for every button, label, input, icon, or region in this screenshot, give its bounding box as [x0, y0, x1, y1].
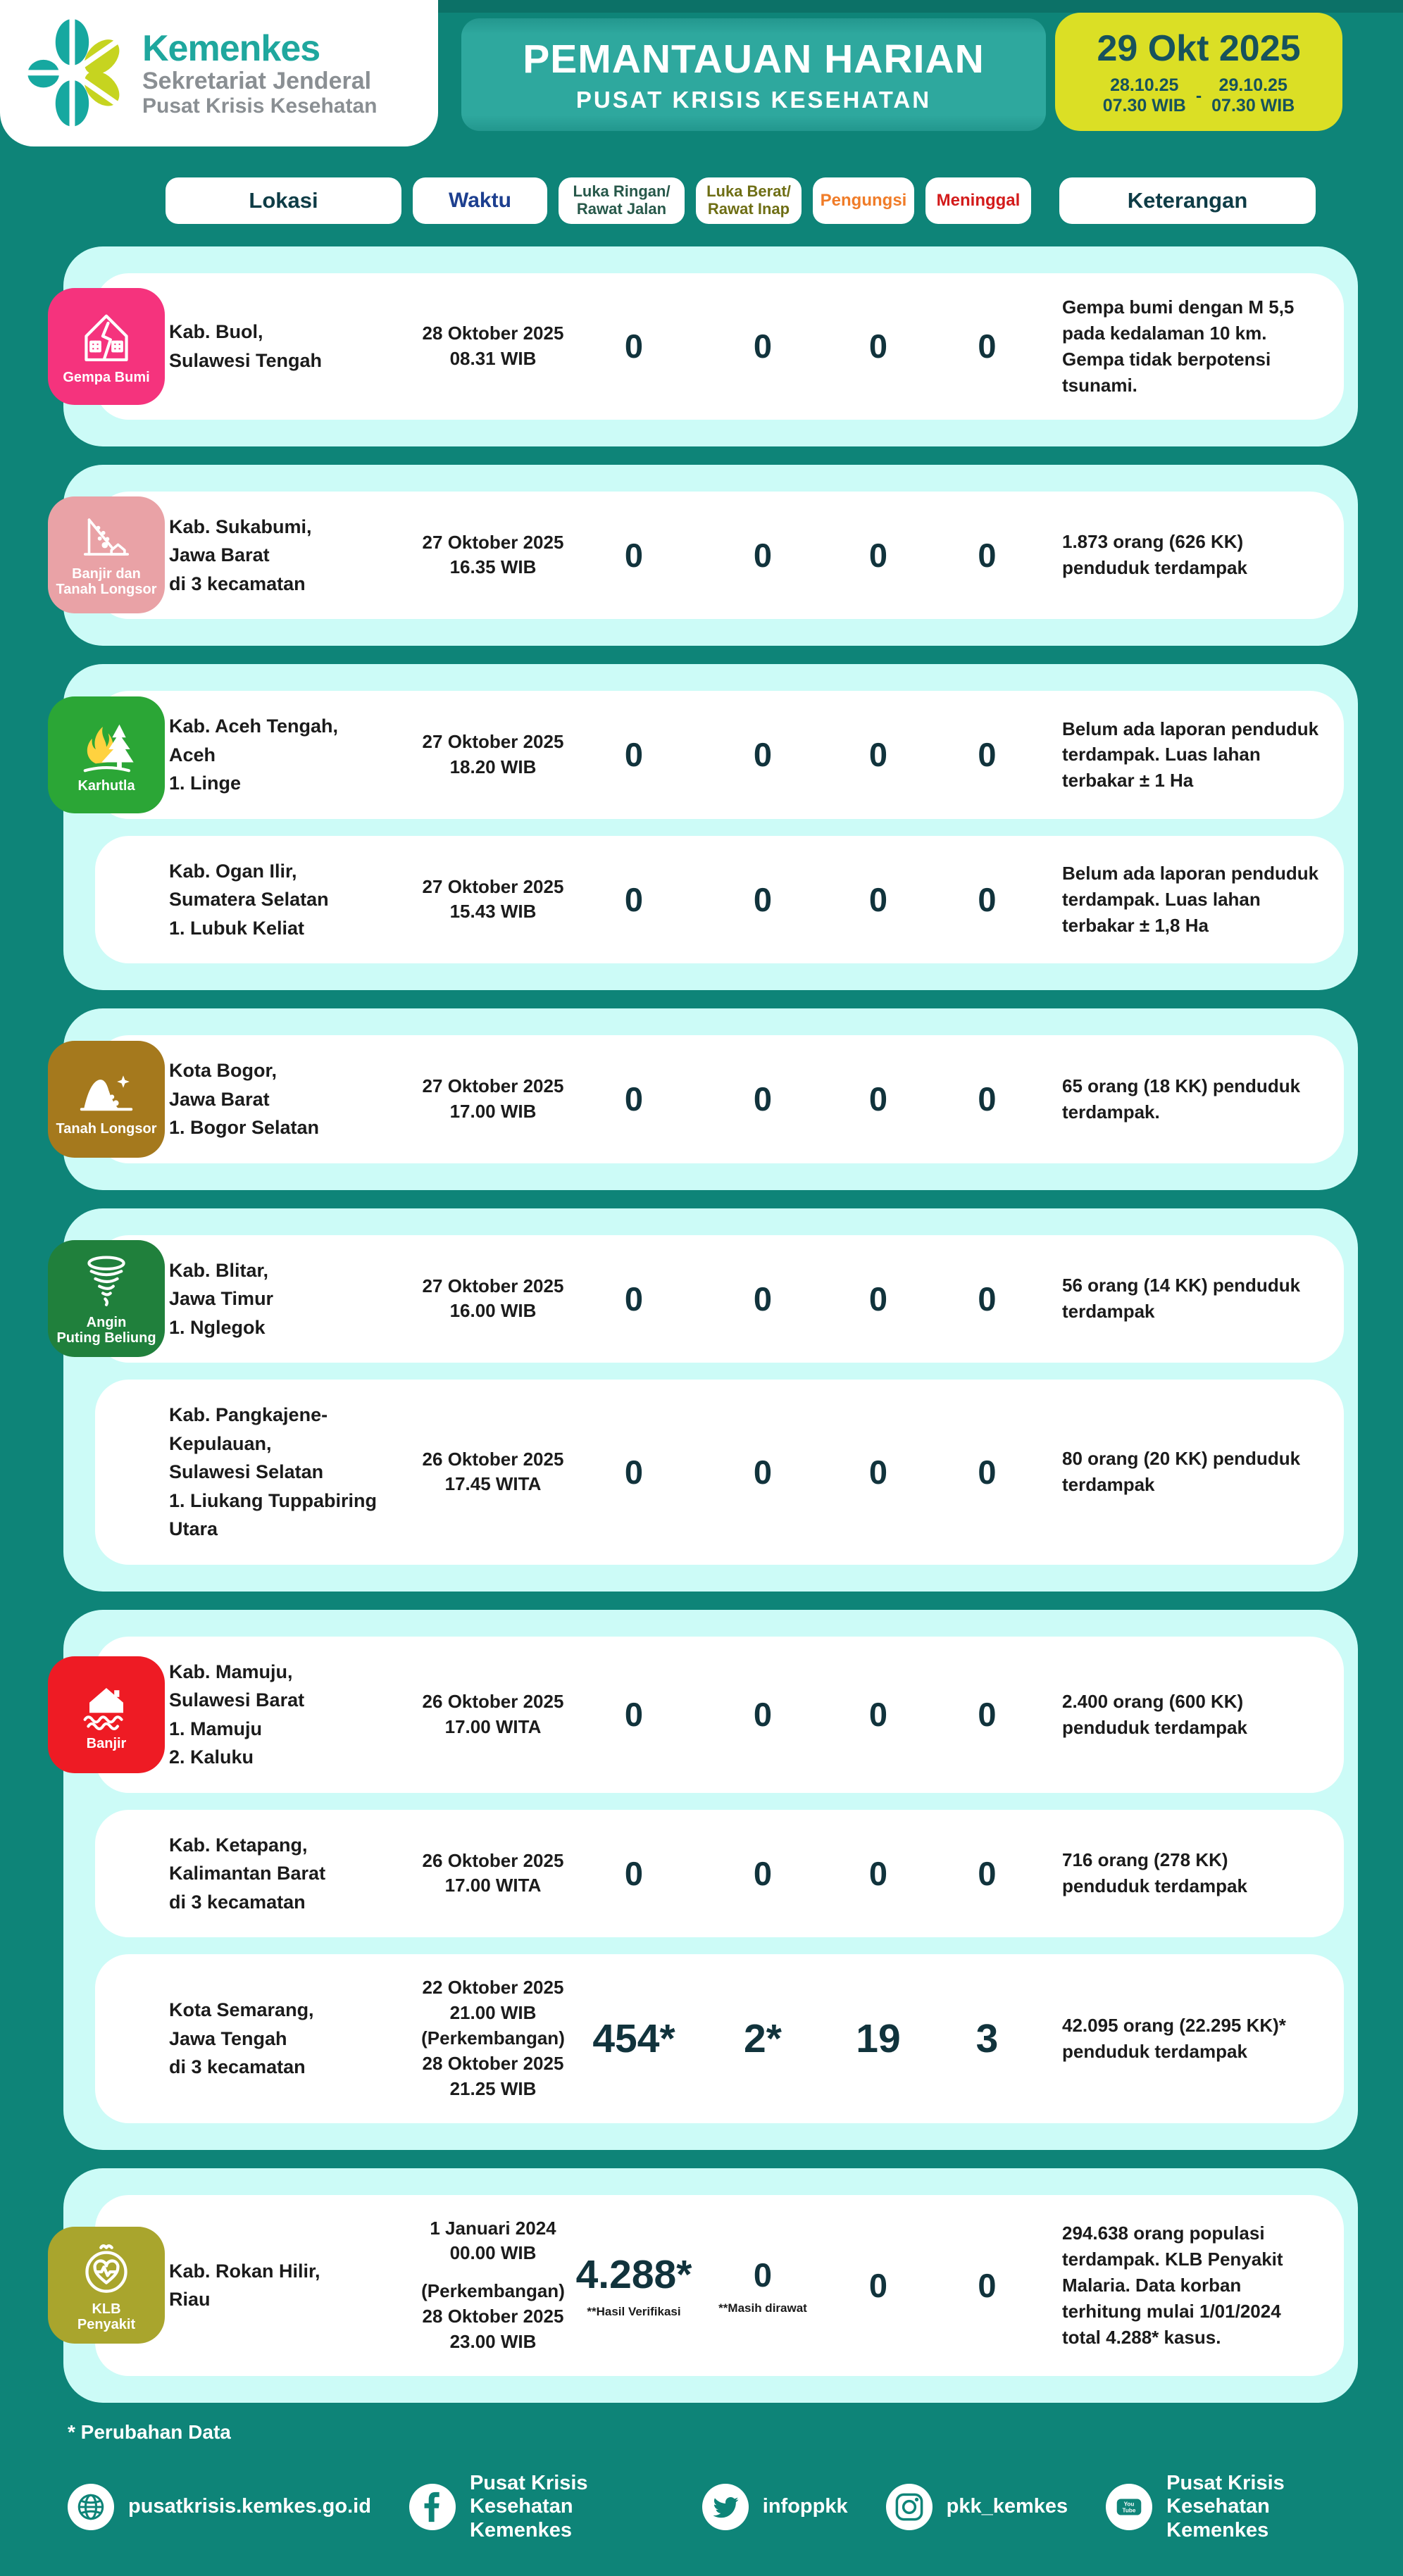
column-header-keterangan: Keterangan: [1059, 177, 1316, 224]
svg-text:Tube: Tube: [1122, 2507, 1136, 2514]
waktu-cell: 28 Oktober 2025 08.31 WIB: [422, 322, 564, 369]
pengungsi-value: 0: [868, 736, 888, 774]
social-twitter-link[interactable]: [702, 2484, 848, 2530]
lokasi-cell: Kab. Rokan Hilir, Riau: [169, 2260, 320, 2311]
social-instagram-link[interactable]: [886, 2484, 1068, 2530]
logo-subtitle-1: Sekretariat Jenderal: [142, 67, 372, 94]
meninggal-value: 0: [978, 1280, 997, 1318]
category-label: Banjir: [86, 1736, 127, 1752]
meninggal-value: 0: [978, 536, 997, 574]
social-facebook-link[interactable]: [409, 2472, 664, 2542]
banjir-tanah-longsor-icon: [48, 496, 165, 613]
social-label: infoppkk: [762, 2495, 848, 2518]
footnote: * Perubahan Data: [68, 2420, 231, 2443]
value-footnote: **Masih dirawat: [718, 2301, 807, 2315]
column-header-waktu: Waktu: [413, 177, 547, 224]
svg-text:You: You: [1123, 2501, 1135, 2508]
tanah-longsor-icon: [48, 1041, 165, 1158]
meninggal-value: 0: [978, 1696, 997, 1734]
luka-ringan-value: 0: [624, 1280, 644, 1318]
lokasi-cell: Kab. Ketapang, Kalimantan Barat di 3 kecamatan: [169, 1834, 326, 1913]
luka-berat-value: 0: [753, 327, 773, 365]
category-label: Angin Puting Beliung: [56, 1314, 156, 1346]
report-date-range: [1103, 75, 1295, 116]
meninggal-value: 0: [978, 1854, 997, 1892]
keterangan-cell: 65 orang (18 KK) penduduk terdampak.: [1062, 1075, 1301, 1123]
waktu-cell: 27 Oktober 2025 15.43 WIB: [422, 875, 564, 923]
logo-brand-text: Kemenkes: [142, 27, 320, 69]
luka-ringan-value: 0: [624, 327, 644, 365]
keterangan-cell: 2.400 orang (600 KK) penduduk terdampak: [1062, 1690, 1247, 1738]
keterangan-cell: 42.095 orang (22.295 KK)* penduduk terdampak: [1062, 2014, 1286, 2062]
pengungsi-value: 0: [868, 1080, 888, 1118]
range-from-date: 28.10.25: [1110, 75, 1179, 96]
luka-ringan-value: 0: [624, 736, 644, 774]
page-title: PEMANTAUAN HARIAN: [523, 37, 985, 82]
column-header-meninggal: Meninggal: [925, 177, 1031, 224]
facebook-icon: [409, 2484, 456, 2530]
klb-penyakit-icon: [48, 2227, 165, 2344]
luka-ringan-value: 0: [624, 1854, 644, 1892]
category-label: KLB Penyakit: [77, 2301, 136, 2333]
twitter-icon: [702, 2484, 749, 2530]
waktu-cell: 26 Oktober 2025 17.45 WITA: [422, 1448, 564, 1495]
group-banjir-dan-tanah-longsor: [56, 465, 1358, 646]
category-label: Gempa Bumi: [63, 369, 150, 385]
lokasi-cell: Kab. Blitar, Jawa Timur 1. Nglegok: [169, 1259, 274, 1338]
waktu-cell: 27 Oktober 2025 18.20 WIB: [422, 731, 564, 777]
group-banjir: [63, 1610, 1358, 2150]
range-from-time: 07.30 WIB: [1102, 96, 1186, 115]
lokasi-cell: Kab. Ogan Ilir, Sumatera Selatan 1. Lubuk Keliat: [169, 860, 329, 939]
keterangan-cell: Belum ada laporan penduduk terdampak. Luas lahan terbakar ± 1 Ha: [1062, 718, 1319, 792]
table-row: [95, 1954, 1344, 2122]
gempa-bumi-icon: [48, 288, 165, 405]
luka-berat-value: 0: [753, 1280, 773, 1318]
range-to-time: 07.30 WIB: [1211, 96, 1295, 115]
keterangan-cell: 1.873 orang (626 KK) penduduk terdampak: [1062, 531, 1247, 579]
keterangan-cell: Belum ada laporan penduduk terdampak. Luas lahan terbakar ± 1,8 Ha: [1062, 863, 1319, 936]
luka-berat-value: 2*: [744, 2015, 782, 2061]
meninggal-value: 0: [978, 1453, 997, 1491]
luka-berat-value: 0: [753, 1854, 773, 1892]
meninggal-value: 0: [978, 736, 997, 774]
luka-berat-value: 0: [753, 1080, 773, 1118]
social-label: pkk_kemkes: [946, 2495, 1068, 2518]
column-header-luka_ringan: Luka Ringan/ Rawat Jalan: [559, 177, 685, 224]
lokasi-cell: Kab. Sukabumi, Jawa Barat di 3 kecamatan: [169, 515, 312, 594]
group-tanah-longsor: [56, 1008, 1358, 1190]
luka-berat-value: 0: [753, 536, 773, 574]
youtube-icon: [1106, 2484, 1152, 2530]
waktu-cell: 22 Oktober 2025 21.00 WIB (Perkembangan) 28 Oktober 2025 21.25 WIB: [421, 1977, 565, 2099]
luka-berat-value: 0: [753, 1453, 773, 1491]
date-badge: [1055, 13, 1342, 131]
social-label: Pusat Krisis Kesehatan Kemenkes: [469, 2471, 588, 2541]
lokasi-cell: Kab. Aceh Tengah, Aceh 1. Linge: [169, 715, 339, 794]
table-row: [95, 1380, 1344, 1565]
lokasi-cell: Kota Bogor, Jawa Barat 1. Bogor Selatan: [169, 1060, 320, 1139]
keterangan-cell: 294.638 orang populasi terdampak. KLB Penyakit Malaria. Data korban terhitung mulai 1/01/2024 total 4.288* kasus.: [1062, 2222, 1283, 2348]
luka-ringan-value: 0: [624, 880, 644, 918]
pengungsi-value: 0: [868, 327, 888, 365]
angin-puting-beliung-icon: [48, 1240, 165, 1357]
lokasi-cell: Kota Semarang, Jawa Tengah di 3 kecamatan: [169, 1999, 314, 2078]
waktu-cell: 26 Oktober 2025 17.00 WITA: [422, 1690, 564, 1737]
keterangan-cell: 80 orang (20 KK) penduduk terdampak: [1062, 1448, 1301, 1496]
keterangan-cell: 716 orang (278 KK) penduduk terdampak: [1062, 1849, 1247, 1897]
pengungsi-value: 0: [868, 1453, 888, 1491]
kemenkes-logo: [24, 16, 135, 131]
lokasi-cell: Kab. Buol, Sulawesi Tengah: [169, 321, 323, 371]
lokasi-cell: Kab. Mamuju, Sulawesi Barat 1. Mamuju 2. Kaluku: [169, 1661, 305, 1768]
meninggal-value: 0: [978, 2266, 997, 2304]
table-row: [56, 1235, 1344, 1363]
waktu-cell: 26 Oktober 2025 17.00 WITA: [422, 1849, 564, 1896]
luka-berat-value: 0 **Masih dirawat: [701, 2256, 825, 2315]
luka-berat-value: 0: [753, 880, 773, 918]
pengungsi-value: 0: [868, 1280, 888, 1318]
logo-subtitle-2: Pusat Krisis Kesehatan: [142, 94, 378, 118]
table-row: [56, 1035, 1344, 1163]
table-row: [77, 2195, 1344, 2376]
keterangan-cell: 56 orang (14 KK) penduduk terdampak: [1062, 1275, 1301, 1323]
web-icon: [68, 2484, 114, 2530]
group-klb-penyakit: [63, 2168, 1358, 2403]
meninggal-value: 0: [978, 327, 997, 365]
meninggal-value: 0: [978, 1080, 997, 1118]
category-label: Tanah Longsor: [56, 1120, 157, 1137]
range-to-date: 29.10.25: [1218, 75, 1287, 96]
page-subtitle: PUSAT KRISIS KESEHATAN: [575, 87, 932, 113]
waktu-cell: 27 Oktober 2025 17.00 WIB: [422, 1075, 564, 1122]
pengungsi-value: 0: [868, 1696, 888, 1734]
table-row: [95, 836, 1344, 964]
luka-ringan-value: 0: [624, 1080, 644, 1118]
table-row: [95, 1810, 1344, 1938]
instagram-icon: [886, 2484, 933, 2530]
waktu-cell: 1 Januari 2024 00.00 WIB (Perkembangan) 28 Oktober 2025 23.00 WIB: [421, 2217, 565, 2352]
report-date: 29 Okt 2025: [1097, 28, 1301, 70]
column-header-luka_berat: Luka Berat/ Rawat Inap: [696, 177, 802, 224]
pengungsi-value: 0: [868, 880, 888, 918]
column-header-pengungsi: Pengungsi: [813, 177, 914, 224]
luka-ringan-value: 4.288* **Hasil Verifikasi: [567, 2251, 701, 2319]
banjir-icon: [48, 1656, 165, 1773]
group-angin-puting-beliung: [56, 1208, 1358, 1592]
meninggal-value: 0: [978, 880, 997, 918]
keterangan-cell: Gempa bumi dengan M 5,5 pada kedalaman 10 km. Gempa tidak berpotensi tsunami.: [1062, 296, 1295, 396]
lokasi-cell: Kab. Pangkajene- Kepulauan, Sulawesi Selatan 1. Liukang Tuppabiring Utara: [169, 1404, 377, 1540]
group-gempa-bumi: [63, 246, 1358, 446]
pengungsi-value: 0: [868, 536, 888, 574]
luka-berat-value: 0: [753, 736, 773, 774]
social-label: pusatkrisis.kemkes.go.id: [128, 2495, 371, 2518]
waktu-cell: 27 Oktober 2025 16.00 WIB: [422, 1275, 564, 1322]
meninggal-value: 3: [975, 2015, 999, 2061]
column-header-lokasi: Lokasi: [166, 177, 401, 224]
social-footer: [68, 2472, 1361, 2576]
luka-ringan-value: 0: [624, 536, 644, 574]
pengungsi-value: 0: [868, 2266, 888, 2304]
kemenkes-logo-card: [0, 0, 438, 146]
table-row: [86, 1637, 1344, 1793]
table-row: [63, 273, 1344, 420]
range-separator: -: [1195, 85, 1202, 106]
waktu-cell: 27 Oktober 2025 16.35 WIB: [422, 531, 564, 578]
title-box: [461, 18, 1046, 131]
column-headers: [166, 177, 1403, 224]
table-row: [56, 492, 1344, 620]
pengungsi-value: 19: [856, 2015, 901, 2061]
category-label: Banjir dan Tanah Longsor: [56, 565, 157, 598]
table-row: [77, 691, 1344, 819]
social-web-link[interactable]: [68, 2484, 371, 2530]
luka-ringan-value: 454*: [592, 2015, 675, 2061]
pengungsi-value: 0: [868, 1854, 888, 1892]
luka-ringan-value: 0: [624, 1453, 644, 1491]
karhutla-icon: [48, 696, 165, 813]
social-youtube-link[interactable]: [1106, 2472, 1361, 2542]
luka-berat-value: 0: [753, 1696, 773, 1734]
value-footnote: **Hasil Verifikasi: [587, 2305, 681, 2319]
disaster-groups: [56, 246, 1358, 2403]
category-label: Karhutla: [77, 777, 135, 794]
luka-ringan-value: 0: [624, 1696, 644, 1734]
social-label: Pusat Krisis Kesehatan Kemenkes: [1166, 2471, 1285, 2541]
group-karhutla: [63, 664, 1358, 990]
